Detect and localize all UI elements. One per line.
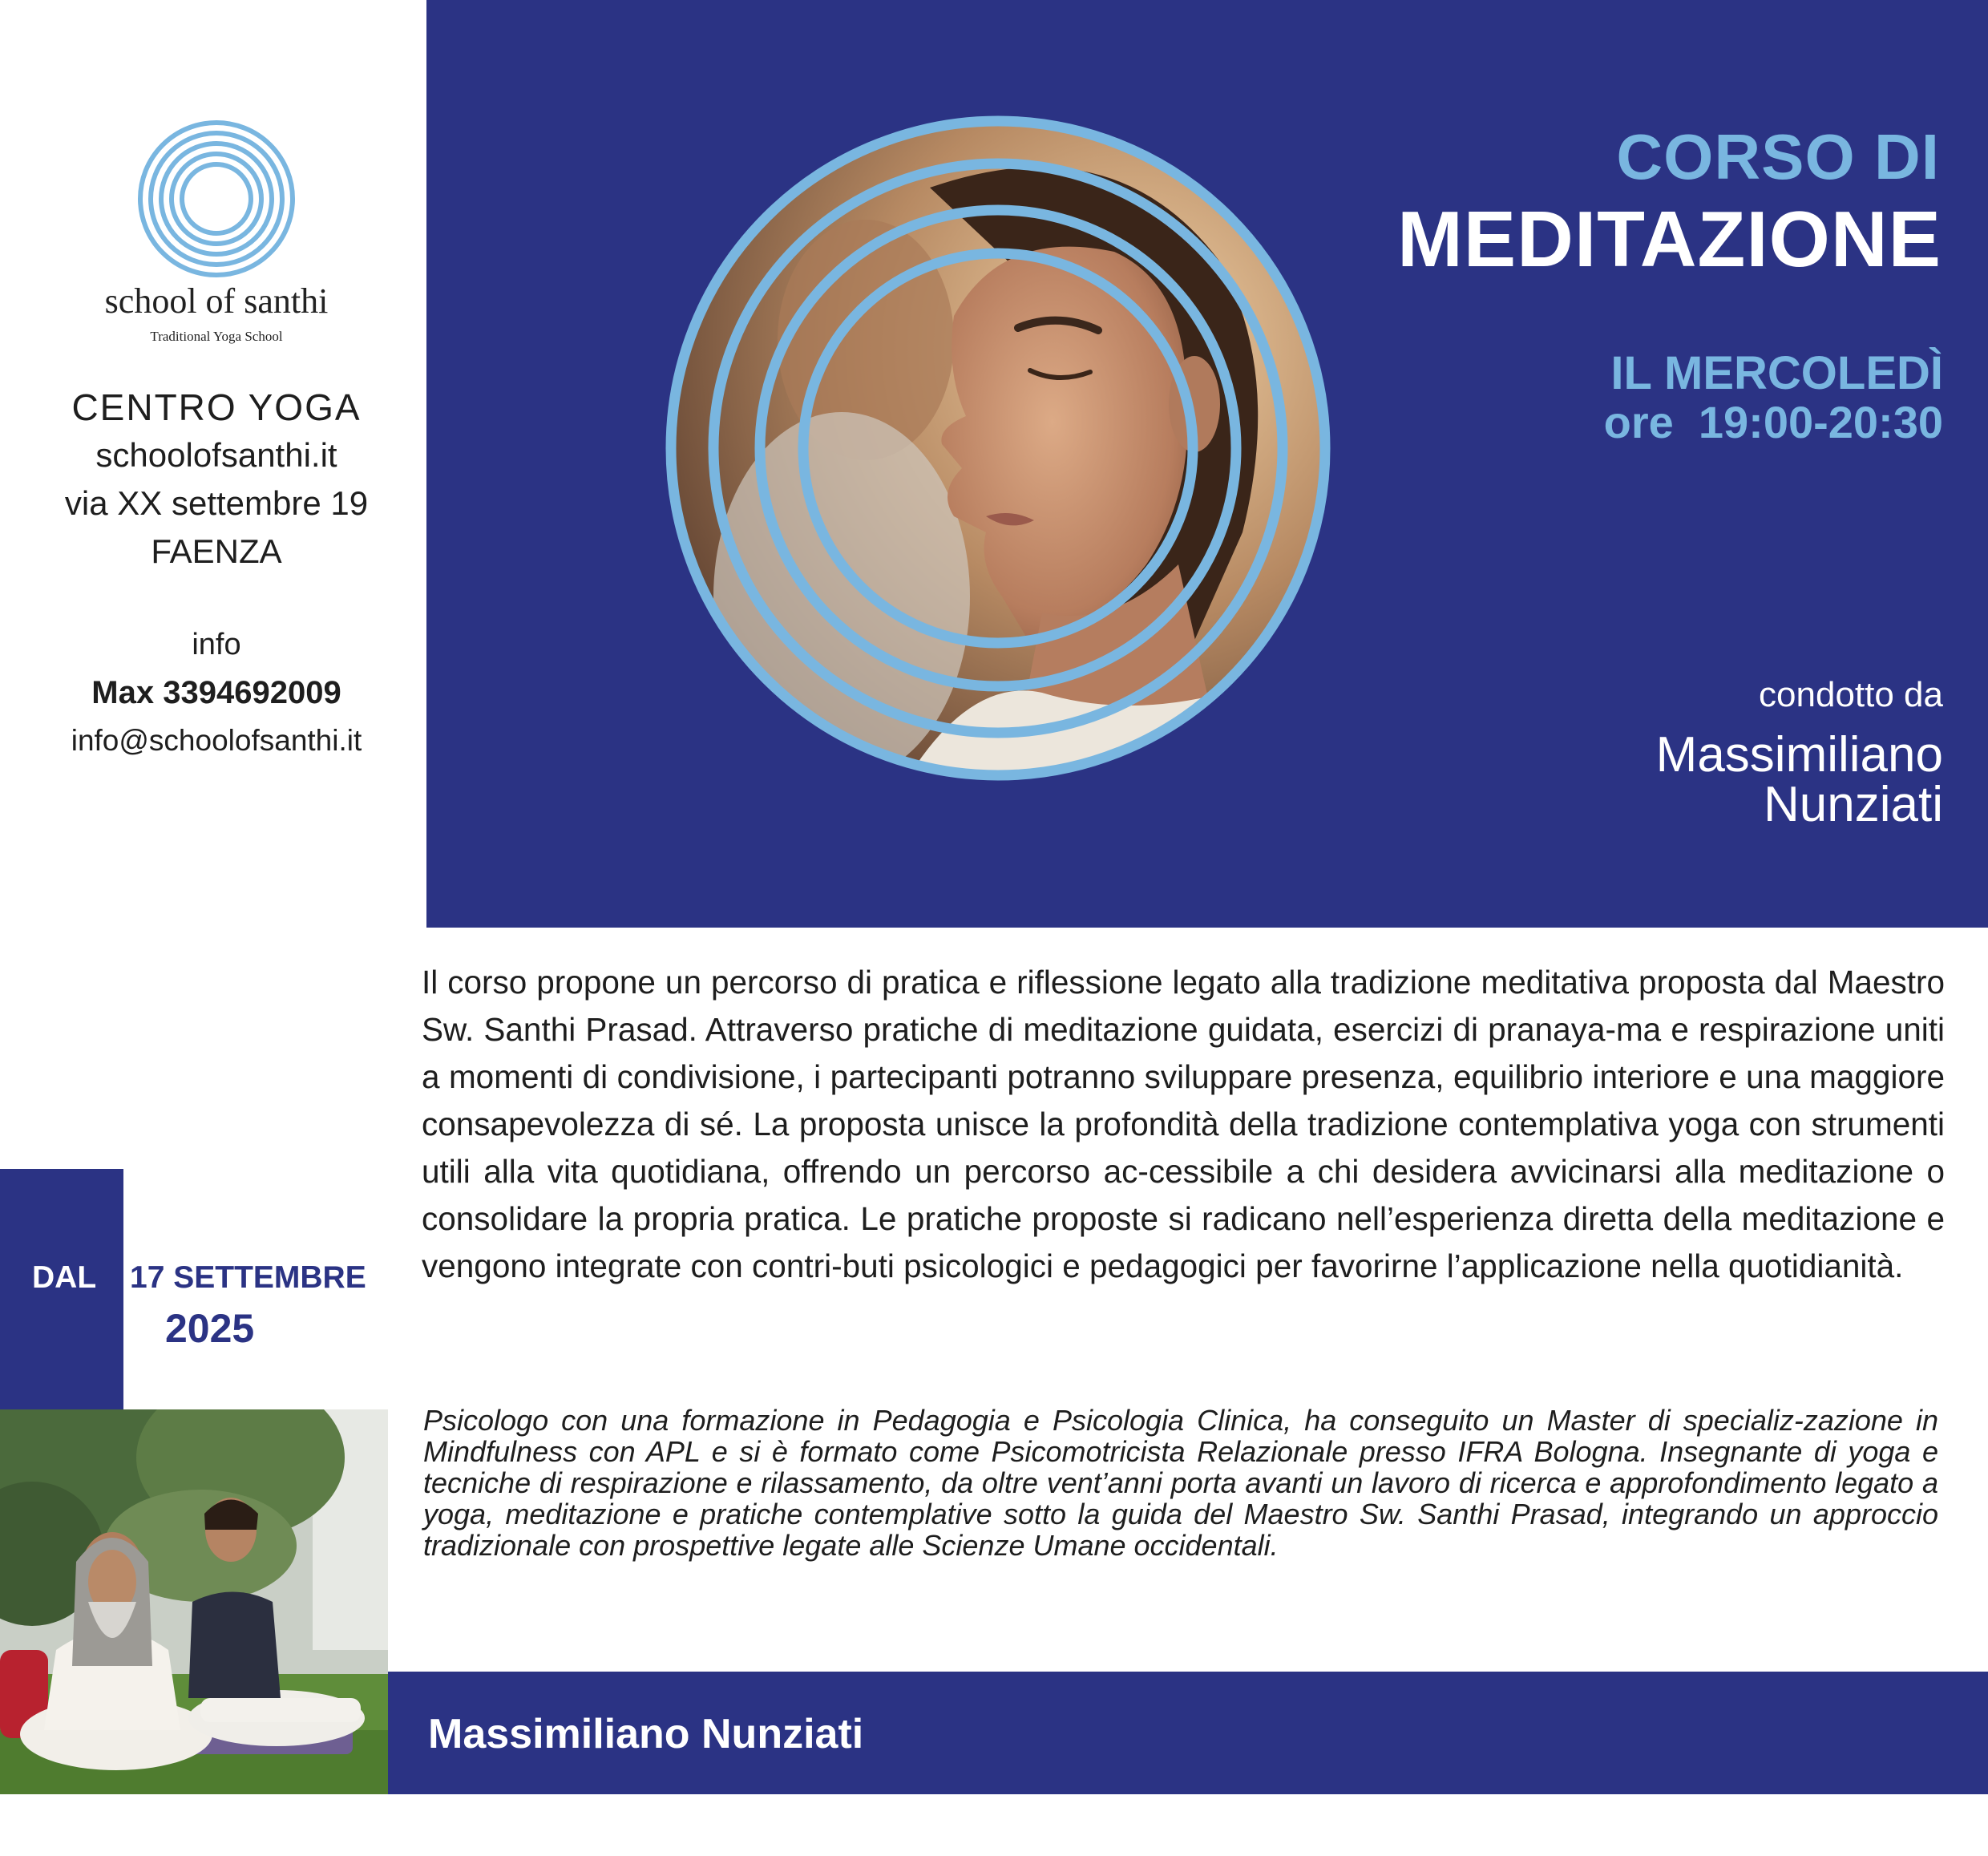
date-prefix: DAL (32, 1260, 97, 1295)
contact-email[interactable]: info@schoolofsanthi.it (71, 724, 362, 757)
teacher-bio: Psicologo con una formazione in Pedagogia e Psicologia Clinica, ha conseguito un Master di specializ-zazione in Mindfulness con APL e si è formato come Psicomotricista Relazionale presso IFRA Bologna. Insegnante di yoga e tecniche di respirazione e rilassamento, da oltre vent’anni porta avanti un lavoro di ricerca e approfondimento legato a yoga, meditazione e pratiche contemplative sotto la guida del Maestro Sw. Santhi Prasad, integrando un approccio tradizionale con prospettive legate alle Scienze Umane occidentali. (423, 1404, 1938, 1562)
contact-website[interactable]: schoolofsanthi.it (95, 436, 337, 474)
brand-tagline: Traditional Yoga School (150, 329, 283, 344)
date-day-month: 17 SETTEMBRE (130, 1260, 366, 1295)
contact-city: FAENZA (151, 532, 282, 570)
contact-phone[interactable]: Max 3394692009 (91, 675, 341, 710)
course-day: IL MERCOLEDÌ (1610, 347, 1943, 399)
meditation-portrait (665, 115, 1331, 781)
logo-rings-icon (136, 119, 297, 279)
teacher-first-name: Massimiliano (1655, 727, 1943, 782)
contact-address: via XX settembre 19 (64, 484, 369, 522)
brand-name: school of santhi (104, 281, 329, 321)
teacher-last-name: Nunziati (1764, 777, 1943, 832)
contact-block (16, 383, 417, 765)
course-title-line1: CORSO DI (1616, 121, 1940, 192)
course-description: Il corso propone un percorso di pratica e riflessione legato alla tradizione meditativa proposta dal Maestro Sw. Santhi Prasad. Attraverso pratiche di meditazione guidata, esercizi di pranaya-ma e respirazione uniti a momenti di condivisione, i partecipanti potranno sviluppare presenza, equilibrio interiore e una maggiore consapevolezza di sé. La proposta unisce la profondità della tradizione contemplativa yoga con strumenti utili alla vita quotidiana, offrendo un percorso ac-cessibile a chi desidera avvicinarsi alla meditazione o consolidare la propria pratica. Le pratiche proposte si radicano nell’esperienza diretta della meditazione e vengono integrate con contri-buti psicologici e pedagogici per favorirne l’applicazione nella quotidianità. (422, 964, 1945, 1284)
course-title-line2: MEDITAZIONE (1397, 195, 1942, 283)
led-by-label: condotto da (1759, 675, 1943, 714)
contact-info-label: info (192, 628, 241, 661)
course-time: ore 19:00-20:30 (1603, 397, 1943, 447)
footer-teacher-name: Massimiliano Nunziati (428, 1711, 864, 1757)
teacher-photo (0, 1409, 388, 1794)
date-year: 2025 (165, 1306, 255, 1351)
contact-title: CENTRO YOGA (71, 386, 362, 428)
